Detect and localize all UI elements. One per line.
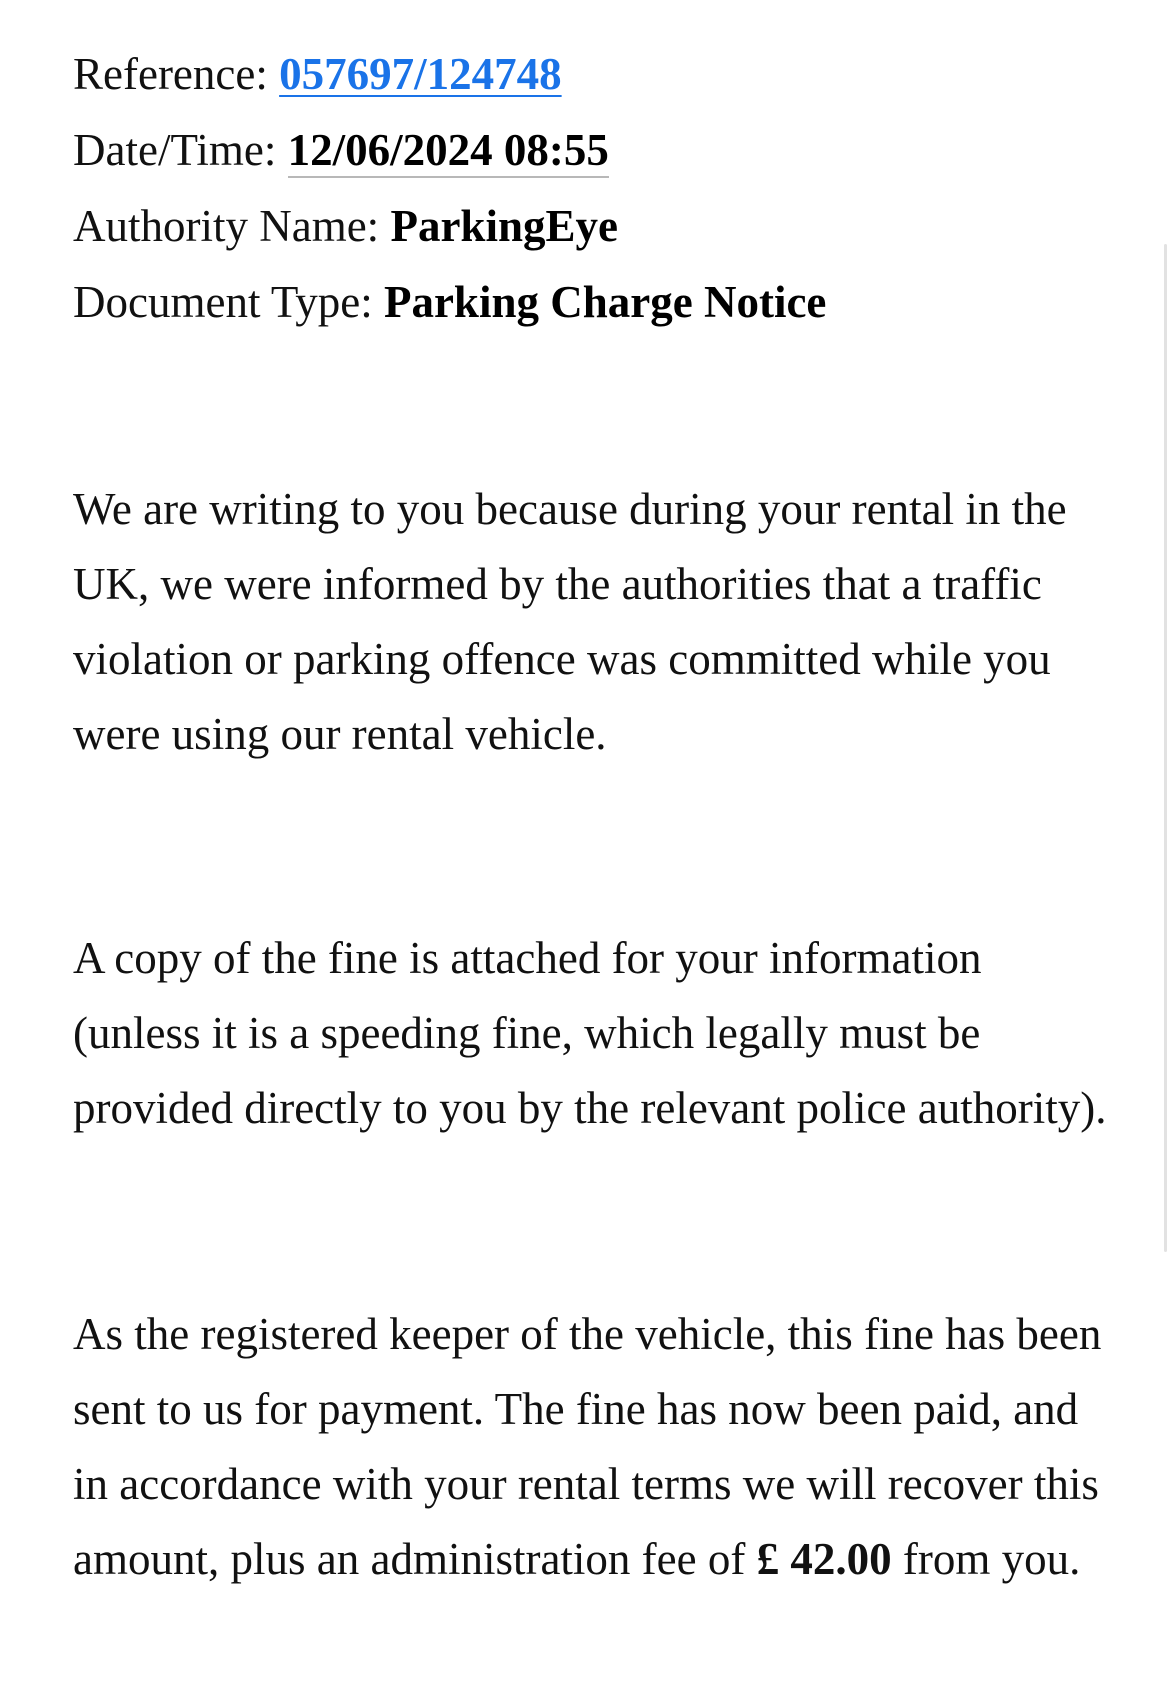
doctype-value: Parking Charge Notice bbox=[383, 277, 827, 327]
reference-label: Reference: bbox=[73, 49, 268, 99]
reference-link[interactable]: 057697/124748 bbox=[279, 49, 562, 99]
payment-text: As the registered keeper of the vehicle, this fine has been sent to us for payment. The fine has now been paid, and in accordance with your rental terms we will recover this amount, plus an administration fee of bbox=[73, 1309, 1102, 1584]
datetime-row bbox=[73, 112, 826, 188]
datetime-value[interactable]: 12/06/2024 08:55 bbox=[288, 125, 609, 178]
paragraph-rental-notice: We are writing to you because during your rental in the UK, we were informed by the authorities that a traffic violation or parking offence was committed while you were using our rental vehicle. bbox=[73, 484, 1067, 759]
doctype-label: Document Type: bbox=[73, 277, 373, 327]
authority-label: Authority Name: bbox=[73, 201, 380, 251]
notice-details bbox=[73, 18, 826, 340]
reference-row bbox=[73, 36, 826, 112]
paragraph-fine-copy: A copy of the fine is attached for your information (unless it is a speeding fine, which legally must be provided directly to you by the relevant police authority). bbox=[73, 933, 1107, 1133]
admin-fee-amount: £ 42.00 bbox=[756, 1534, 892, 1584]
authority-value: ParkingEye bbox=[390, 201, 618, 251]
datetime-label: Date/Time: bbox=[73, 125, 277, 175]
payment-text-end: from you. bbox=[902, 1534, 1081, 1584]
scrollbar[interactable] bbox=[1164, 244, 1167, 1252]
doctype-row bbox=[73, 264, 826, 340]
authority-row bbox=[73, 188, 826, 264]
paragraph-payment bbox=[73, 1297, 1113, 1597]
